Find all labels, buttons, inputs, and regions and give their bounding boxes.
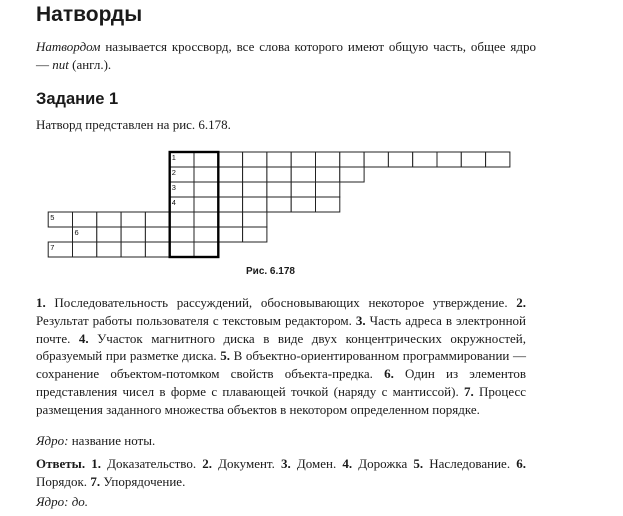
answer-text: Домен. — [290, 456, 343, 471]
crossword-cell — [194, 227, 218, 242]
crossword-cell — [267, 152, 291, 167]
crossword-cell — [218, 167, 242, 182]
crossword-cell — [291, 182, 315, 197]
core-question — [36, 433, 155, 449]
crossword-cell — [364, 152, 388, 167]
crossword-cell — [340, 152, 364, 167]
crossword-cell — [316, 197, 340, 212]
crossword-cell — [243, 197, 267, 212]
crossword-cell — [388, 152, 412, 167]
crossword-cell — [267, 167, 291, 182]
answer-number: 3. — [281, 456, 291, 471]
clue-text: Процесс размещения заданного множества объектов в некотором определенном порядке. — [36, 383, 526, 417]
core-answer-label: Ядро: — [36, 494, 69, 509]
clue-text: Результат работы пользователя с текстовым редактором. — [36, 312, 356, 328]
intro-term: Натвордом — [36, 39, 101, 54]
crossword-cell — [218, 182, 242, 197]
crossword-cell — [73, 212, 97, 227]
intro-tail: (англ.). — [68, 56, 112, 72]
answer-number: 5. — [413, 456, 424, 471]
crossword-cell — [291, 197, 315, 212]
core-question-text: название ноты. — [68, 433, 156, 448]
crossword-cell — [218, 197, 242, 212]
crossword-row-number: 7 — [50, 243, 55, 252]
crossword-cell — [194, 167, 218, 182]
crossword-cell — [243, 152, 267, 167]
crossword-row-number: 3 — [171, 183, 176, 192]
crossword-cell — [97, 242, 121, 257]
crossword-cell — [316, 182, 340, 197]
figure-caption: Рис. 6.178 — [246, 266, 295, 277]
answer-number: 2. — [202, 456, 212, 471]
intro-nut: nut — [52, 56, 69, 72]
crossword-row-number: 5 — [50, 213, 55, 222]
crossword-cell — [121, 227, 145, 242]
crossword-cell — [243, 212, 267, 227]
answer-text: Порядок. — [36, 473, 91, 489]
clue-number: 6. — [384, 366, 394, 382]
crossword-cell — [145, 212, 169, 227]
crossword-row-number: 6 — [74, 228, 79, 237]
answer-text: Упорядочение. — [100, 473, 186, 489]
crossword-cell — [291, 167, 315, 182]
clue-number: 2. — [516, 295, 526, 310]
answer-number: 7. — [90, 473, 101, 489]
task-text: Натворд представлен на рис. 6.178. — [36, 117, 231, 132]
crossword-cell — [316, 152, 340, 167]
crossword-cell — [243, 167, 267, 182]
crossword-cell — [145, 227, 169, 242]
crossword-cell — [194, 152, 218, 167]
answer-number: 1. — [85, 456, 101, 471]
crossword-cell — [486, 152, 510, 167]
crossword-cell — [145, 242, 169, 257]
crossword-cell — [170, 212, 194, 227]
clue-text: Последовательность рассуждений, обосновывающих некоторое утверждение. — [45, 295, 517, 310]
clue-text: В объектно-ориентированном программировании — сохранение объектом-потомком свойств объекта-предка. — [36, 348, 526, 382]
crossword-cell — [267, 197, 291, 212]
crossword-cell — [316, 167, 340, 182]
crossword-row-number: 2 — [171, 168, 176, 177]
crossword-cell — [461, 152, 485, 167]
clue-number: 5. — [220, 348, 230, 364]
crossword-cell — [437, 152, 461, 167]
answer-text: Документ. — [211, 456, 282, 471]
answer-text: Дорожка — [352, 456, 414, 471]
core-label: Ядро: — [36, 433, 69, 448]
crossword-cell — [218, 227, 242, 242]
crossword-cell — [413, 152, 437, 167]
crossword-cell — [243, 227, 267, 242]
crossword-row-number: 1 — [171, 153, 176, 162]
clue-number: 1. — [36, 295, 46, 310]
clue-number: 7. — [463, 383, 474, 399]
crossword-cell — [194, 212, 218, 227]
crossword-cell — [340, 167, 364, 182]
crossword-cell — [121, 242, 145, 257]
crossword-cell — [243, 182, 267, 197]
crossword-cell — [291, 152, 315, 167]
intro-text: называется кроссворд, все слова которого имеют общую часть, общее ядро — — [36, 39, 536, 72]
core-answer-text: до. — [68, 494, 89, 509]
crossword-cell — [97, 212, 121, 227]
task-title: Задание 1 — [36, 90, 119, 108]
answer-text: Наследование. — [423, 456, 517, 471]
clue-text: Участок магнитного диска в виде двух концентрических окружностей, образуемый при разметке диска. — [36, 330, 526, 364]
clue-number: 3. — [355, 312, 366, 328]
crossword-cell — [121, 212, 145, 227]
answer-text: Доказательство. — [100, 456, 203, 471]
clue-number: 4. — [78, 330, 89, 346]
answer-number: 4. — [342, 456, 353, 471]
crossword-cell — [218, 152, 242, 167]
answers-paragraph — [36, 455, 526, 491]
crossword-cell — [218, 212, 242, 227]
section-title: Натворды — [36, 3, 143, 26]
crossword-cell — [170, 227, 194, 242]
crossword-cell — [194, 182, 218, 197]
crossword-cell — [194, 242, 218, 257]
clue-text: Часть адреса в электронной почте. — [36, 312, 526, 346]
answer-number: 6. — [516, 456, 526, 471]
crossword-row-number: 4 — [171, 198, 176, 207]
crossword-cell — [170, 242, 194, 257]
answers-label: Ответы. — [36, 456, 86, 471]
clue-text: Один из элементов представления чисел в форме с плавающей точкой (наряду с мантиссой). — [36, 366, 526, 399]
crossword-cell — [194, 197, 218, 212]
core-answer — [36, 494, 88, 510]
crossword-cell — [73, 242, 97, 257]
crossword-cell — [97, 227, 121, 242]
crossword-cell — [267, 182, 291, 197]
clues-paragraph — [36, 294, 526, 419]
